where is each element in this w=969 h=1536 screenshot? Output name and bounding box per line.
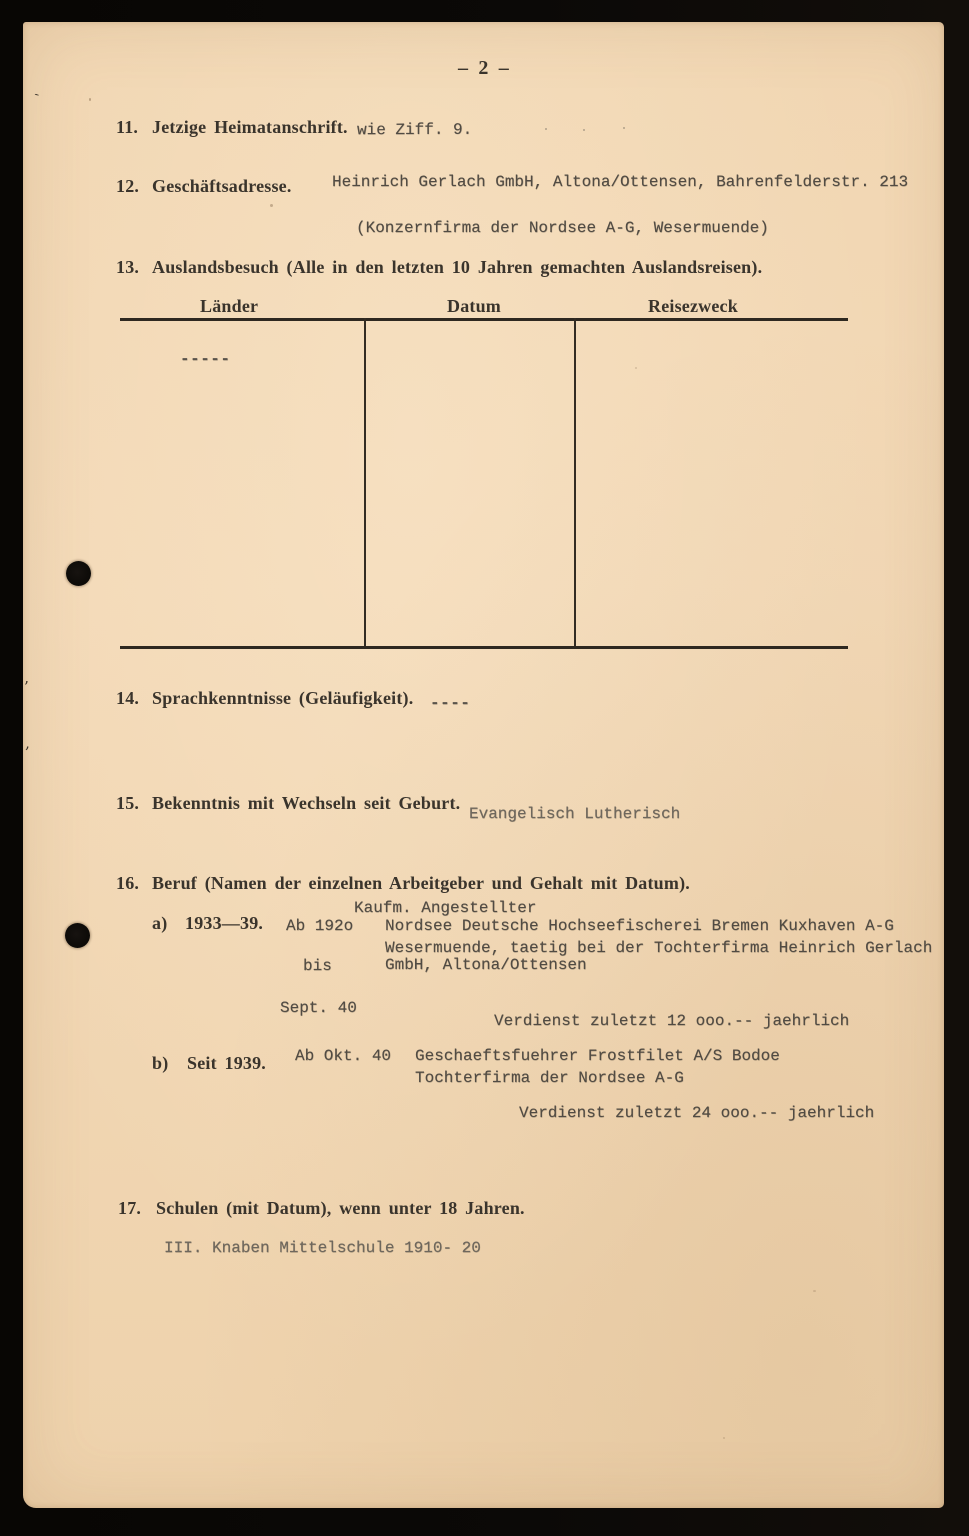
table-column-divider-2 — [574, 318, 576, 646]
item-16a-employer-line3: GmbH, Altona/Ottensen — [385, 956, 587, 974]
item-12-label: Geschäftsadresse. — [152, 176, 292, 196]
item-16a-period: 1933—39. — [185, 913, 264, 933]
item-15-label: Bekenntnis mit Wechseln seit Geburt. — [152, 793, 461, 813]
item-11-label: Jetzige Heimatanschrift. — [152, 117, 348, 137]
item-16b-employer-line2: Tochterfirma der Nordsee A-G — [415, 1069, 684, 1087]
item-16b-period: Seit 1939. — [187, 1053, 266, 1073]
item-15-answer: Evangelisch Lutherisch — [469, 805, 681, 823]
questionnaire-page — [23, 22, 944, 1508]
item-16-number: 16. — [116, 873, 140, 893]
table-top-rule — [120, 318, 848, 321]
item-15-number: 15. — [116, 793, 140, 813]
item-13-number: 13. — [116, 257, 140, 277]
item-12-answer-line1: Heinrich Gerlach GmbH, Altona/Ottensen, Bahrenfelderstr. 213 — [332, 173, 909, 191]
scan-mark-artifact: ` — [32, 89, 49, 109]
item-13-label: Auslandsbesuch (Alle in den letzten 10 Jahren gemachten Auslandsreisen). — [152, 257, 763, 277]
item-16b-from: Ab Okt. 40 — [295, 1047, 392, 1065]
table-header-reisezweck: Reisezweck — [648, 296, 738, 316]
paper-speck — [270, 204, 273, 207]
item-17-answer: III. Knaben Mittelschule 1910- 20 — [164, 1239, 481, 1257]
item-16a-salary: Verdienst zuletzt 12 ooo.-- jaehrlich — [494, 1012, 850, 1030]
page-number: – 2 – — [458, 57, 509, 79]
item-16b-employer-line1: Geschaeftsfuehrer Frostfilet A/S Bodoe — [415, 1047, 780, 1065]
item-12-answer-line2: (Konzernfirma der Nordsee A-G, Wesermuende) — [356, 219, 769, 237]
paper-speck — [635, 367, 637, 369]
table-header-datum: Datum — [447, 296, 501, 316]
paper-speck — [813, 1290, 816, 1292]
item-16b-salary: Verdienst zuletzt 24 ooo.-- jaehrlich — [519, 1104, 875, 1122]
hole-punch-bottom — [65, 923, 90, 948]
paper-speck — [89, 98, 91, 101]
item-16-label: Beruf (Namen der einzelnen Arbeitgeber und Gehalt mit Datum). — [152, 873, 690, 893]
item-11-answer: wie Ziff. 9. — [356, 120, 473, 140]
item-16a-until-date: Sept. 40 — [280, 999, 357, 1017]
item-16a-employer-line1: Nordsee Deutsche Hochseefischerei Bremen Kuxhaven A-G — [385, 917, 894, 935]
paper-speck — [723, 1437, 725, 1439]
item-17-label: Schulen (mit Datum), wenn unter 18 Jahren. — [156, 1198, 525, 1218]
table-header-laender: Länder — [200, 296, 259, 316]
item-17-number: 17. — [118, 1198, 142, 1218]
scan-dots-artifact — [545, 128, 547, 130]
item-16-occupation: Kaufm. Angestellter — [354, 899, 537, 917]
table-bottom-rule — [120, 646, 848, 649]
hole-punch-top — [66, 561, 91, 586]
table-laender-entry: ----- — [180, 350, 231, 368]
item-16b-marker: b) — [152, 1053, 169, 1073]
table-column-divider-1 — [364, 318, 366, 646]
item-16a-marker: a) — [152, 913, 168, 933]
item-14-number: 14. — [116, 688, 140, 708]
scan-mark-artifact: ‚ — [25, 734, 30, 752]
item-16a-from: Ab 192o — [286, 917, 354, 935]
scan-mark-artifact: ’ — [24, 678, 29, 696]
item-14-label: Sprachkenntnisse (Geläufigkeit). — [152, 688, 414, 708]
item-14-answer: ---- — [430, 694, 471, 712]
item-16a-employer-line2: Wesermuende, taetig bei der Tochterfirma Heinrich Gerlach — [385, 939, 933, 957]
item-16a-until-word: bis — [303, 957, 332, 975]
item-11-number: 11. — [116, 117, 139, 137]
item-12-number: 12. — [116, 176, 140, 196]
